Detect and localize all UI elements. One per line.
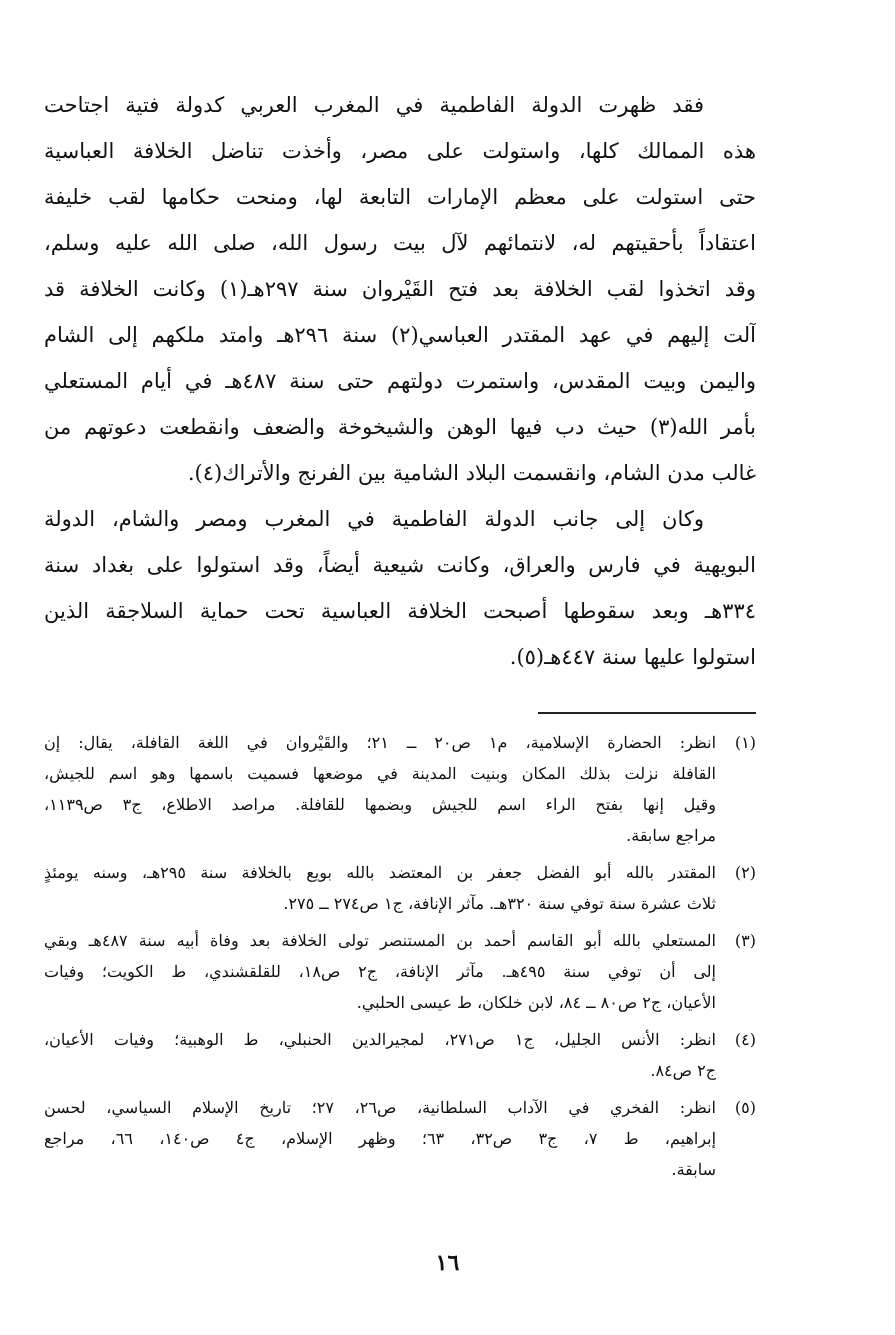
body-line: وقد اتخذوا لقب الخلافة بعد فتح القَيْروان سنة ٢٩٧هـ(١) وكانت الخلافة قد bbox=[44, 277, 756, 301]
footnote-line: ج٢ ص٨٤. bbox=[650, 1061, 716, 1080]
body-line: اعتقاداً بأحقيتهم له، لانتمائهم لآل بيت رسول الله، صلى الله عليه وسلم، bbox=[44, 231, 756, 255]
body-line: واليمن وبيت المقدس، واستمرت دولتهم حتى سنة ٤٨٧هـ في أيام المستعلي bbox=[44, 369, 756, 393]
footnote-line: القافلة نزلت بذلك المكان وبنيت المدينة في موضعها فسميت باسمها وهو اسم للجيش، bbox=[44, 764, 716, 783]
body-line: ٣٣٤هـ وبعد سقوطها أصبحت الخلافة العباسية تحت حماية السلاجقة الذين bbox=[44, 599, 756, 623]
body-line: البويهية في فارس والعراق، وكانت شيعية أيضاً، وقد استولوا على بغداد سنة bbox=[44, 553, 756, 577]
footnote-number: (٢) bbox=[734, 863, 756, 882]
body-line: آلت إليهم في عهد المقتدر العباسي(٢) سنة ٢٩٦هـ وامتد ملكهم إلى الشام bbox=[44, 323, 756, 347]
footnote-line: سابقة. bbox=[671, 1160, 716, 1179]
footnote-line: إلى أن توفي سنة ٤٩٥هـ. مآثر الإنافة، ج٢ ص١٨، للقلقشندي، ط الكويت؛ وفيات bbox=[44, 962, 716, 981]
footnote bbox=[44, 925, 756, 1018]
footnote-line: مراجع سابقة. bbox=[626, 826, 716, 845]
footnote-line: الأعيان، ج٢ ص٨٠ ــ ٨٤، لابن خلكان، ط عيسى الحلبي. bbox=[356, 993, 716, 1012]
body-line: هذه الممالك كلها، واستولت على مصر، وأخذت تناضل الخلافة العباسية bbox=[44, 139, 756, 163]
body-line: حتى استولت على معظم الإمارات التابعة لها، ومنحت حكامها لقب خليفة bbox=[44, 185, 756, 209]
body-line: بأمر الله(٣) حيث دب فيها الوهن والشيخوخة والضعف وانقطعت دعوتهم من bbox=[44, 415, 756, 439]
footnote-number: (٤) bbox=[734, 1030, 756, 1049]
footnote bbox=[44, 727, 756, 851]
body-line: فقد ظهرت الدولة الفاطمية في المغرب العربي كدولة فتية اجتاحت bbox=[44, 93, 704, 117]
body-line: غالب مدن الشام، وانقسمت البلاد الشامية بين الفرنج والأتراك(٤). bbox=[187, 461, 756, 485]
footnote-line: انظر: الفخري في الآداب السلطانية، ص٢٦، ٢٧؛ تاريخ الإسلام السياسي، لحسن bbox=[44, 1098, 716, 1117]
footnote-number: (٣) bbox=[734, 931, 756, 950]
footnote-number: (١) bbox=[734, 733, 756, 752]
footnote-line: ثلاث عشرة سنة توفي سنة ٣٢٠هـ. مآثر الإنافة، ج١ ص٢٧٤ ــ ٢٧٥. bbox=[283, 894, 716, 913]
footnote-line: إبراهيم، ط ٧، ج٣ ص٣٢، ٦٣؛ وظهر الإسلام، ج٤ ص١٤٠، ٦٦، مراجع bbox=[44, 1129, 716, 1148]
footnotes bbox=[44, 727, 756, 1191]
footnote-line: انظر: الأنس الجليل، ج١ ص٢٧١، لمجيرالدين الحنبلي، ط الوهبية؛ وفيات الأعيان، bbox=[44, 1030, 716, 1049]
footnote-line: انظر: الحضارة الإسلامية، م١ ص٢٠ ــ ٢١؛ والقَيْروان في اللغة القافلة، يقال: إن bbox=[44, 733, 716, 752]
footnote bbox=[44, 1024, 756, 1086]
footnote-line: وقيل إنها بفتح الراء اسم للجيش وبضمها للقافلة. مراصد الاطلاع، ج٣ ص١١٣٩، bbox=[44, 795, 716, 814]
footnote-number: (٥) bbox=[734, 1098, 756, 1117]
footnote-line: المقتدر بالله أبو الفضل جعفر بن المعتضد بالله بويع بالخلافة سنة ٢٩٥هـ، وسنه يومئذٍ bbox=[44, 863, 716, 882]
page-number: ١٦ bbox=[435, 1250, 460, 1276]
footnote bbox=[44, 857, 756, 919]
body-text bbox=[44, 82, 756, 680]
body-line: وكان إلى جانب الدولة الفاطمية في المغرب ومصر والشام، الدولة bbox=[44, 507, 704, 531]
body-line: استولوا عليها سنة ٤٤٧هـ(٥). bbox=[509, 645, 756, 669]
footnote-line: المستعلي بالله أبو القاسم أحمد بن المستنصر تولى الخلافة بعد وفاة أبيه سنة ٤٨٧هـ وبقي bbox=[44, 931, 716, 950]
footnote-separator bbox=[538, 712, 756, 714]
footnote bbox=[44, 1092, 756, 1185]
